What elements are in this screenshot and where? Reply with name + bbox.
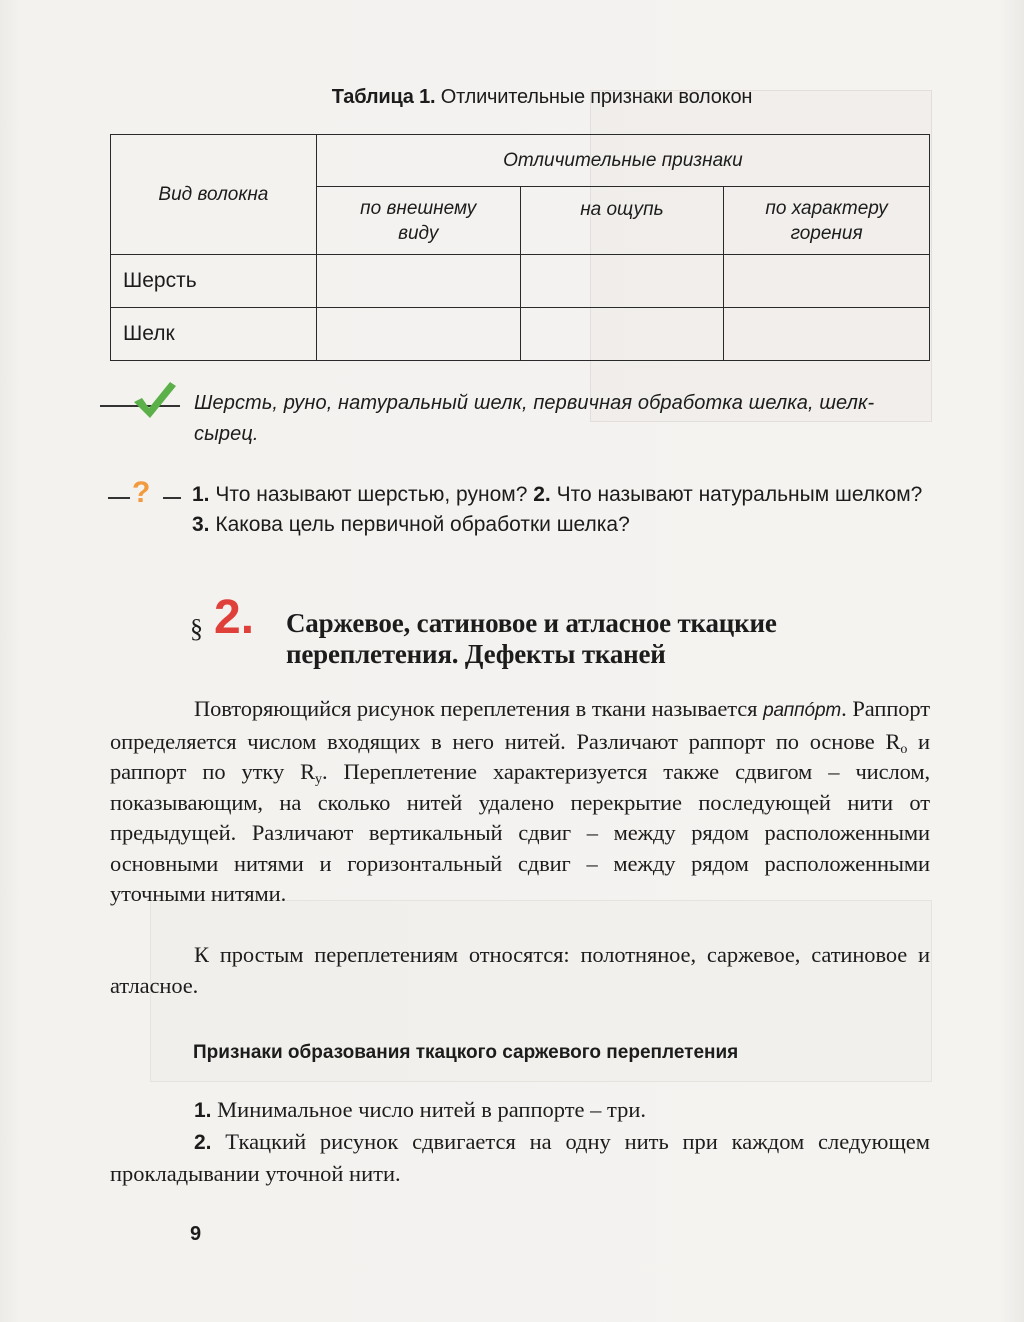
checkmark-icon (130, 378, 178, 422)
body-paragraph-2 (110, 940, 930, 1001)
table-cell (724, 255, 930, 308)
question-mark-icon: ? (132, 476, 151, 509)
list-text: Минимальное число нитей в раппорте – три. (211, 1097, 647, 1122)
question-number: 2. (533, 483, 551, 506)
header-distinguishing-features: Отличительные признаки (316, 135, 929, 187)
section-title: Саржевое, сатиновое и атласное ткацкие переплетения. Дефекты тканей (286, 608, 777, 669)
body-paragraph-1 (110, 694, 930, 910)
text-run: . Переплетение характеризуется также сдвигом – числом, показывающим, на сколько нитей удалено перекрытие последующей нити от предыдущей. Различают вертикальный сдвиг – между рядом расположенными основными нитями и горизонтальный сдвиг – между рядом расположенными уточными нитями. (110, 759, 930, 906)
table-caption-title: Отличительные признаки волокон (440, 86, 753, 108)
table-row (111, 308, 930, 361)
header-touch: на ощупь (520, 187, 724, 255)
text-run: и раппорт по утку R (110, 728, 930, 784)
question-text: Какова цель первичной обработки шелка? (215, 513, 630, 536)
fiber-properties-table (110, 134, 930, 361)
table-cell (520, 308, 724, 361)
table-cell (316, 308, 520, 361)
divider-line (163, 497, 181, 499)
table-cell (316, 255, 520, 308)
row-label: Шерсть (111, 255, 317, 308)
question-text: Что называют шерстью, руном? (215, 483, 534, 506)
subscript: у (315, 772, 322, 787)
row-label: Шелк (111, 308, 317, 361)
header-fiber-type: Вид волокна (111, 135, 317, 255)
question-text: Что называют натуральным шелком? (556, 483, 923, 506)
text-run: Повторяющийся рисунок переплетения в ткани называется (194, 696, 764, 721)
table-caption-label: Таблица 1. (331, 86, 436, 108)
header-appearance: по внешнему виду (316, 187, 520, 255)
page-number: 9 (190, 1223, 202, 1245)
question-number: 1. (192, 483, 210, 506)
paragraph-text: К простым переплетениям относятся: полотняное, саржевое, сатиновое и атласное. (110, 942, 930, 998)
section-symbol: § (190, 614, 203, 643)
keywords-text: Шерсть, руно, натуральный шелк, первичная обработка шелка, шелк-сырец. (194, 392, 875, 445)
list-item (110, 1094, 930, 1126)
table-cell (520, 255, 724, 308)
list-number: 2. (194, 1131, 212, 1154)
table-caption (0, 86, 1024, 109)
question-number: 3. (192, 513, 210, 536)
divider-line (108, 497, 130, 499)
list-text: Ткацкий рисунок сдвигается на одну нить при каждом следующем прокладывании уточной нити. (110, 1129, 930, 1186)
header-burning: по характеру горения (724, 187, 930, 255)
list-number: 1. (194, 1099, 212, 1122)
section-number: 2. (214, 591, 255, 644)
text-run: . Раппорт определяется числом входящих в него нитей. Различают раппорт по основе R (110, 696, 931, 754)
term-rapport: раппóрт (763, 700, 842, 721)
table-cell (724, 308, 930, 361)
list-item (110, 1126, 930, 1189)
twill-signs-list (110, 1094, 930, 1189)
subsection-heading: Признаки образования ткацкого саржевого переплетения (193, 1042, 739, 1063)
subscript: о (900, 741, 908, 757)
table-row (111, 255, 930, 308)
questions-text (192, 480, 932, 540)
